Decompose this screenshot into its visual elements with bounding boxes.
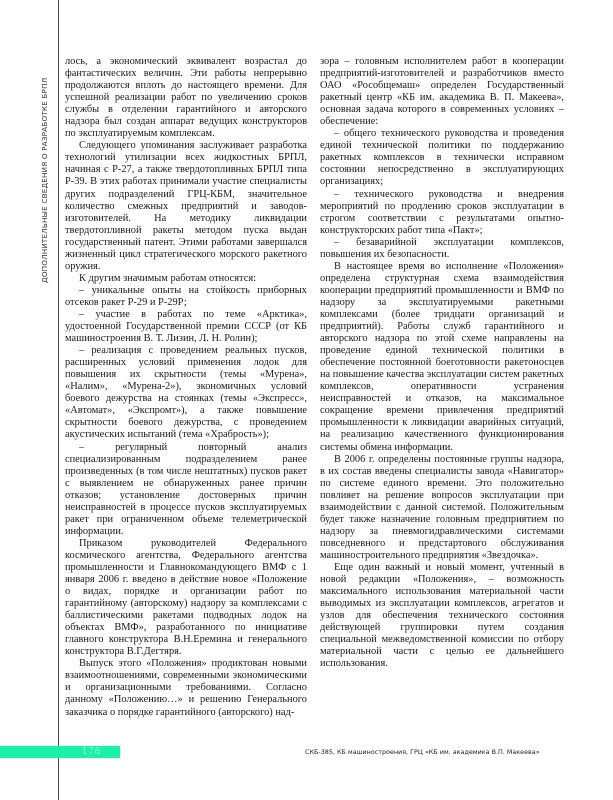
- section-side-label: ДОПОЛНИТЕЛЬНЫЕ СВЕДЕНИЯ О РАЗРАБОТКЕ БРПЛ: [40, 77, 49, 283]
- paragraph: Приказом руководителей Федерального космического агентства, Федерального агентства промышленности и Главнокомандующего ВМФ с 1 января 2006 г. введено в действие новое «Положение о видах, порядке и организации работ по гарантийному (авторскому) надзору за комплексами с баллистическими ракетами подводных лодок на объектах ВМФ», разработанного по инициативе главного конструктора В.Н.Еремина и генерального конструктора В.Г.Дегтяря.: [65, 537, 307, 658]
- list-item: – уникальные опыты на стойкость приборных отсеков ракет Р-29 и Р-29Р;: [65, 284, 307, 308]
- paragraph: Следующего упоминания заслуживает разработка технологий утилизации всех жидкостных БРПЛ, начиная с Р-27, а также твердотопливных БРПЛ типа Р-39. В этих работах принимали участие специалисты других подразделений ГРЦ-КБМ, значительное количество смежных предприятий и заводов-изготовителей. На методику ликвидации твердотопливной ракеты методом пуска выдан государственный патент. Этими работами завершался жизненный цикл стратегического морского ракетного оружия.: [65, 140, 307, 272]
- paragraph: К другим значимым работам относятся:: [79, 272, 256, 284]
- page-number: 176: [81, 746, 101, 757]
- margin-rule: [58, 0, 59, 800]
- paragraph: лось, а экономический эквивалент возрастал до фантастических величин. Эти работы непрерывно продолжаются вплоть до настоящего времени. Для успешной реализации работ по увеличению сроков службы в отделении гарантийного и авторского надзора был создан аппарат ведущих конструкторов по эксплуатируемым комплексам.: [65, 56, 307, 140]
- paragraph: Выпуск этого «Положения» продиктован новыми взаимоотношениями, современными экономическими и организационными требованиями. Согласно данному «Положению…» и решению Генерального заказчика о порядке гарантийного (авторского) над-: [65, 658, 307, 718]
- list-item: – реализация с проведением реальных пусков, расширенных условий применения лодок для повышения их скрытности (темы «Мурена», «Налим», «Мурена-2»), экономичных условий боевого дежурства на стоянках (темы «Экспресс», «Автомат», «Экспромт»), а также повышение скрытности боевого дежурства, с проведением акустических испытаний (тема «Храбрость»);: [65, 345, 307, 441]
- list-item: – регулярный повторный анализ специализированным подразделением ранее произведенных (в том числе нештатных) пусков ракет с выявлением не обнаруженных ранее причин отказов; установление достоверных причин неисправностей в процессе пусков эксплуатируемых ракет при ограниченном объеме телеметрической информации.: [65, 441, 307, 537]
- paragraph: зора – головным исполнителем работ в кооперации предприятий-изготовителей и разработчиков вместо ОАО «Рособщемаш» определен Государственный ракетный центр «КБ им. академика В. П. Макеева», основная задача которого в современных условиях – обеспечение:: [320, 56, 564, 128]
- paragraph: Еще один важный и новый момент, учтенный в новой редакции «Положения», – возможность максимального использования материальной части выводимых из эксплуатации комплексов, агрегатов и узлов для обеспечения технического состояния действующей группировки путем создания специальной межведомственной комиссии по отбору материальной части с целью ее дальнейшего использования.: [320, 561, 564, 670]
- list-item: – технического руководства и внедрения мероприятий по продлению сроков эксплуатации в строгом соответствии с результатами опытно-конструкторских работ типа «Пакт»;: [320, 188, 564, 236]
- right-column: [320, 56, 564, 670]
- list-item: – участие в работах по теме «Арктика», удостоенной Государственной премии СССР (от КБ машиностроения В. Т. Лизин, Л. Н. Ролин);: [65, 308, 307, 345]
- list-item: – общего технического руководства и проведения единой технической политики по поддержанию ракетных комплексов в технически исправном состоянии непосредственно в эксплуатирующих организациях;: [320, 128, 564, 188]
- paragraph: В настоящее время во исполнение «Положения» определена структурная схема взаимодействия кооперации предприятий промышленности и ВМФ по надзору за эксплуатируемыми ракетными комплексами (более тридцати организаций и предприятий). Работы служб гарантийного и авторского надзора по этой схеме направлены на проведение единой технической политики в обеспечение постоянной боеготовности ракетоносцев на повышение качества эксплуатации систем ракетных комплексов, оперативности устранения неисправностей и отказов, на максимальное сокращение времени привлечения предприятий промышленности к ликвидации аварийных ситуаций, на реализацию качественного функционирования системы обмена информации.: [320, 260, 564, 453]
- footer-credit: СКБ-385, КБ машиностроения, ГРЦ «КБ им. академика В.П. Макеева»: [305, 748, 540, 756]
- list-item: – безаварийной эксплуатации комплексов, повышения их безопасности.: [320, 236, 564, 260]
- left-column: [65, 56, 307, 719]
- paragraph: В 2006 г. определены постоянные группы надзора, в их состав введены специалисты завода «Навигатор» по системе единого времени. Это положительно повлияет на решение вопросов эксплуатации при взаимодействии с данной системой. Положительным будет также назначение головным предприятием по надзору за пневмогидравлическими системами повседневного и предстартового обслуживания машиностроительного предприятия «Звездочка».: [320, 453, 564, 561]
